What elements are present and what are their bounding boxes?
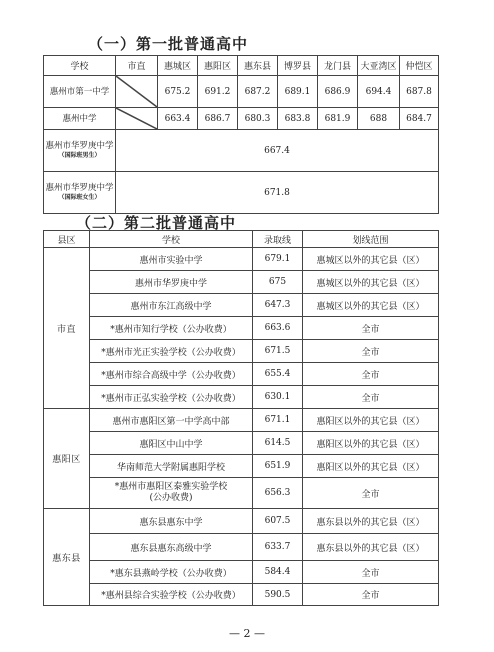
header-longmen: 龙门县	[318, 56, 358, 76]
second-batch-table	[43, 230, 439, 606]
range-cell: 惠阳区以外的其它县（区）	[303, 409, 439, 432]
diagonal-cell	[116, 76, 158, 108]
range-cell: 全市	[303, 340, 439, 363]
range-cell: 惠东县以外的其它县（区）	[303, 534, 439, 561]
table-row	[44, 561, 439, 584]
score-cell: 686.9	[318, 76, 358, 108]
header-school: 学校	[44, 56, 116, 76]
table-header-row	[44, 231, 439, 248]
school-cell: *惠州县综合实验学校（公办收费）	[90, 584, 253, 606]
table-row	[44, 317, 439, 340]
first-batch-table	[43, 55, 439, 214]
school-cell: *惠州市正弘实验学校（公办收费）	[90, 386, 253, 409]
score-cell: 694.4	[358, 76, 400, 108]
school-name-block	[44, 172, 116, 214]
header-range: 划线范围	[303, 231, 439, 248]
school-cell: *惠东县燕岭学校（公办收费）	[90, 561, 253, 584]
range-cell: 全市	[303, 584, 439, 606]
table-row	[44, 108, 439, 130]
range-cell: 全市	[303, 561, 439, 584]
school-cell: *惠州市惠阳区泰雅实验学校 (公办收费)	[90, 478, 253, 509]
header-district: 县区	[44, 231, 90, 248]
school-cell: *惠州市知行学校（公办收费）	[90, 317, 253, 340]
score-cell: 651.9	[253, 455, 303, 478]
score-cell: 683.8	[278, 108, 318, 130]
score-cell: 607.5	[253, 509, 303, 534]
score-cell: 675	[253, 271, 303, 294]
section1-title: （一）第一批普通高中	[88, 35, 249, 53]
header-dayawan: 大亚湾区	[358, 56, 400, 76]
table-row	[44, 478, 439, 509]
range-cell: 全市	[303, 386, 439, 409]
score-cell: 684.7	[400, 108, 439, 130]
header-school: 学校	[90, 231, 253, 248]
table-row	[44, 455, 439, 478]
range-cell: 全市	[303, 363, 439, 386]
school-cell: 惠州市华罗庚中学	[90, 271, 253, 294]
table-row	[44, 340, 439, 363]
school-cell: 华南师范大学附属惠阳学校	[90, 455, 253, 478]
range-cell: 惠阳区以外的其它县（区）	[303, 455, 439, 478]
score-cell: 655.4	[253, 363, 303, 386]
district-cell: 惠东县	[44, 509, 90, 606]
header-shizhi: 市直	[116, 56, 158, 76]
score-cell: 671.8	[116, 172, 439, 214]
school-name: 惠州市第一中学	[44, 76, 116, 108]
score-cell: 663.4	[158, 108, 198, 130]
table-row	[44, 363, 439, 386]
score-cell: 590.5	[253, 584, 303, 606]
district-cell: 市直	[44, 248, 90, 409]
score-cell: 686.7	[198, 108, 238, 130]
score-cell: 614.5	[253, 432, 303, 455]
score-cell: 681.9	[318, 108, 358, 130]
table-row	[44, 271, 439, 294]
school-cell: *惠州市光正实验学校（公办收费）	[90, 340, 253, 363]
school-cell: 惠州市惠阳区第一中学高中部	[90, 409, 253, 432]
score-cell: 691.2	[198, 76, 238, 108]
header-score: 录取线	[253, 231, 303, 248]
school-note: （国际班男生）	[58, 152, 101, 159]
header-boluo: 博罗县	[278, 56, 318, 76]
table-header-row	[44, 56, 439, 76]
score-cell: 680.3	[238, 108, 278, 130]
school-note: （国际班女生）	[58, 194, 101, 201]
school-cell: 惠阳区中山中学	[90, 432, 253, 455]
score-cell: 671.1	[253, 409, 303, 432]
score-cell: 687.2	[238, 76, 278, 108]
header-huidong: 惠东县	[238, 56, 278, 76]
range-cell: 惠城区以外的其它县（区）	[303, 248, 439, 271]
school-cell: 惠州市实验中学	[90, 248, 253, 271]
diagonal-cell	[116, 108, 158, 130]
table-row	[44, 432, 439, 455]
page-number: — 2 —	[229, 627, 265, 640]
score-cell: 647.3	[253, 294, 303, 317]
score-cell: 679.1	[253, 248, 303, 271]
score-cell: 688	[358, 108, 400, 130]
range-cell: 惠城区以外的其它县（区）	[303, 271, 439, 294]
header-zhongkai: 仲恺区	[400, 56, 439, 76]
header-huiyang: 惠阳区	[198, 56, 238, 76]
range-cell: 惠阳区以外的其它县（区）	[303, 432, 439, 455]
score-cell: 671.5	[253, 340, 303, 363]
school-cell: *惠州市综合高级中学（公办收费）	[90, 363, 253, 386]
score-cell: 675.2	[158, 76, 198, 108]
table-row	[44, 534, 439, 561]
score-cell: 689.1	[278, 76, 318, 108]
range-cell: 惠东县以外的其它县（区）	[303, 509, 439, 534]
table-row	[44, 130, 439, 172]
score-cell: 630.1	[253, 386, 303, 409]
score-cell: 633.7	[253, 534, 303, 561]
score-cell: 687.8	[400, 76, 439, 108]
score-cell: 584.4	[253, 561, 303, 584]
section2-title: （二）第二批普通高中	[76, 214, 237, 232]
school-cell: 惠东县惠东中学	[90, 509, 253, 534]
range-cell: 惠城区以外的其它县（区）	[303, 294, 439, 317]
school-cell: 惠东县惠东高级中学	[90, 534, 253, 561]
table-row	[44, 76, 439, 108]
school-name: 惠州市华罗庚中学	[45, 183, 114, 193]
table-row	[44, 584, 439, 606]
school-cell: 惠州市东江高级中学	[90, 294, 253, 317]
school-name-block	[44, 130, 116, 172]
table-row	[44, 294, 439, 317]
range-cell: 全市	[303, 478, 439, 509]
table-row	[44, 172, 439, 214]
school-name: 惠州中学	[44, 108, 116, 130]
score-cell: 656.3	[253, 478, 303, 509]
score-cell: 667.4	[116, 130, 439, 172]
table-row	[44, 409, 439, 432]
district-cell: 惠阳区	[44, 409, 90, 509]
school-name: 惠州市华罗庚中学	[45, 141, 114, 151]
table-row	[44, 386, 439, 409]
table-row	[44, 248, 439, 271]
table-row	[44, 509, 439, 534]
range-cell: 全市	[303, 317, 439, 340]
header-huicheng: 惠城区	[158, 56, 198, 76]
score-cell: 663.6	[253, 317, 303, 340]
